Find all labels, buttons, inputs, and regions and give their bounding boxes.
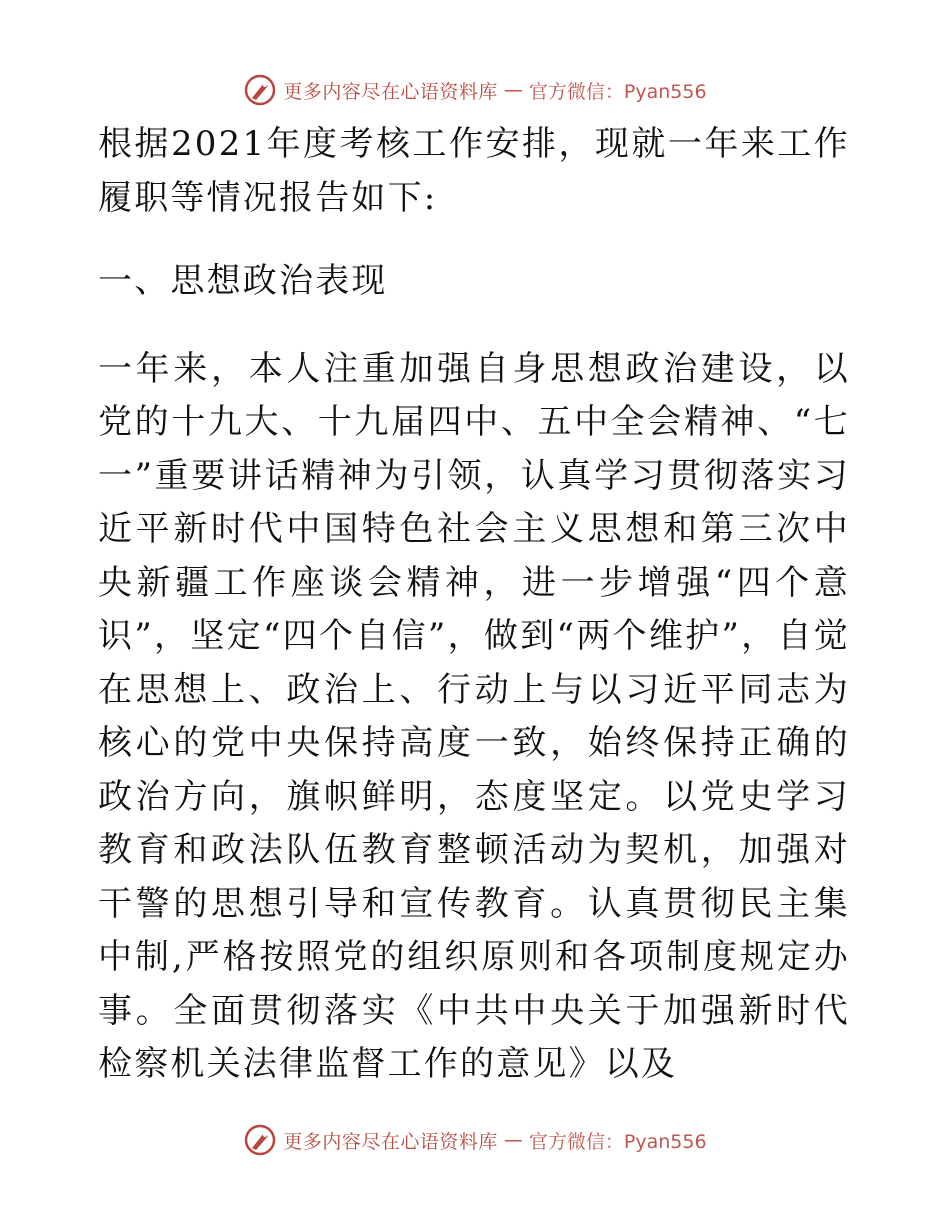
footer-watermark (0, 1120, 950, 1160)
watermark-separator: — (503, 79, 523, 101)
watermark-wechat: 官方微信：Pyan556 (528, 80, 707, 103)
pen-nib-icon (243, 1123, 277, 1157)
watermark-text: 更多内容尽在心语资料库 (283, 1130, 498, 1153)
pen-nib-icon (243, 73, 277, 107)
body-paragraph: 一年来，本人注重加强自身思想政治建设，以党的十九大、十九届四中、五中全会精神、“七一”重要讲话精神为引领，认真学习贯彻落实习近平新时代中国特色社会主义思想和第三次中央新疆工作座谈会精神，进一步增强“四个意识”，坚定“四个自信”，做到“两个维护”，自觉在思想上、政治上、行动上与以习近平同志为核心的党中央保持高度一致，始终保持正确的政治方向，旗帜鲜明，态度坚定。以党史学习教育和政法队伍教育整顿活动为契机，加强对干警的思想引导和宣传教育。认真贯彻民主集中制,严格按照党的组织原则和各项制度规定办事。全面贯彻落实《中共中央关于加强新时代检察机关法律监督工作的意见》以及 (98, 348, 850, 1084)
document-body (98, 118, 850, 1092)
section-heading: 一、思想政治表现 (98, 261, 388, 301)
watermark-separator: — (503, 1129, 523, 1151)
watermark-text: 更多内容尽在心语资料库 (283, 80, 498, 103)
intro-paragraph: 根据2021年度考核工作安排，现就一年来工作履职等情况报告如下: (98, 124, 850, 218)
watermark-wechat: 官方微信：Pyan556 (528, 1130, 707, 1153)
header-watermark (0, 70, 950, 110)
